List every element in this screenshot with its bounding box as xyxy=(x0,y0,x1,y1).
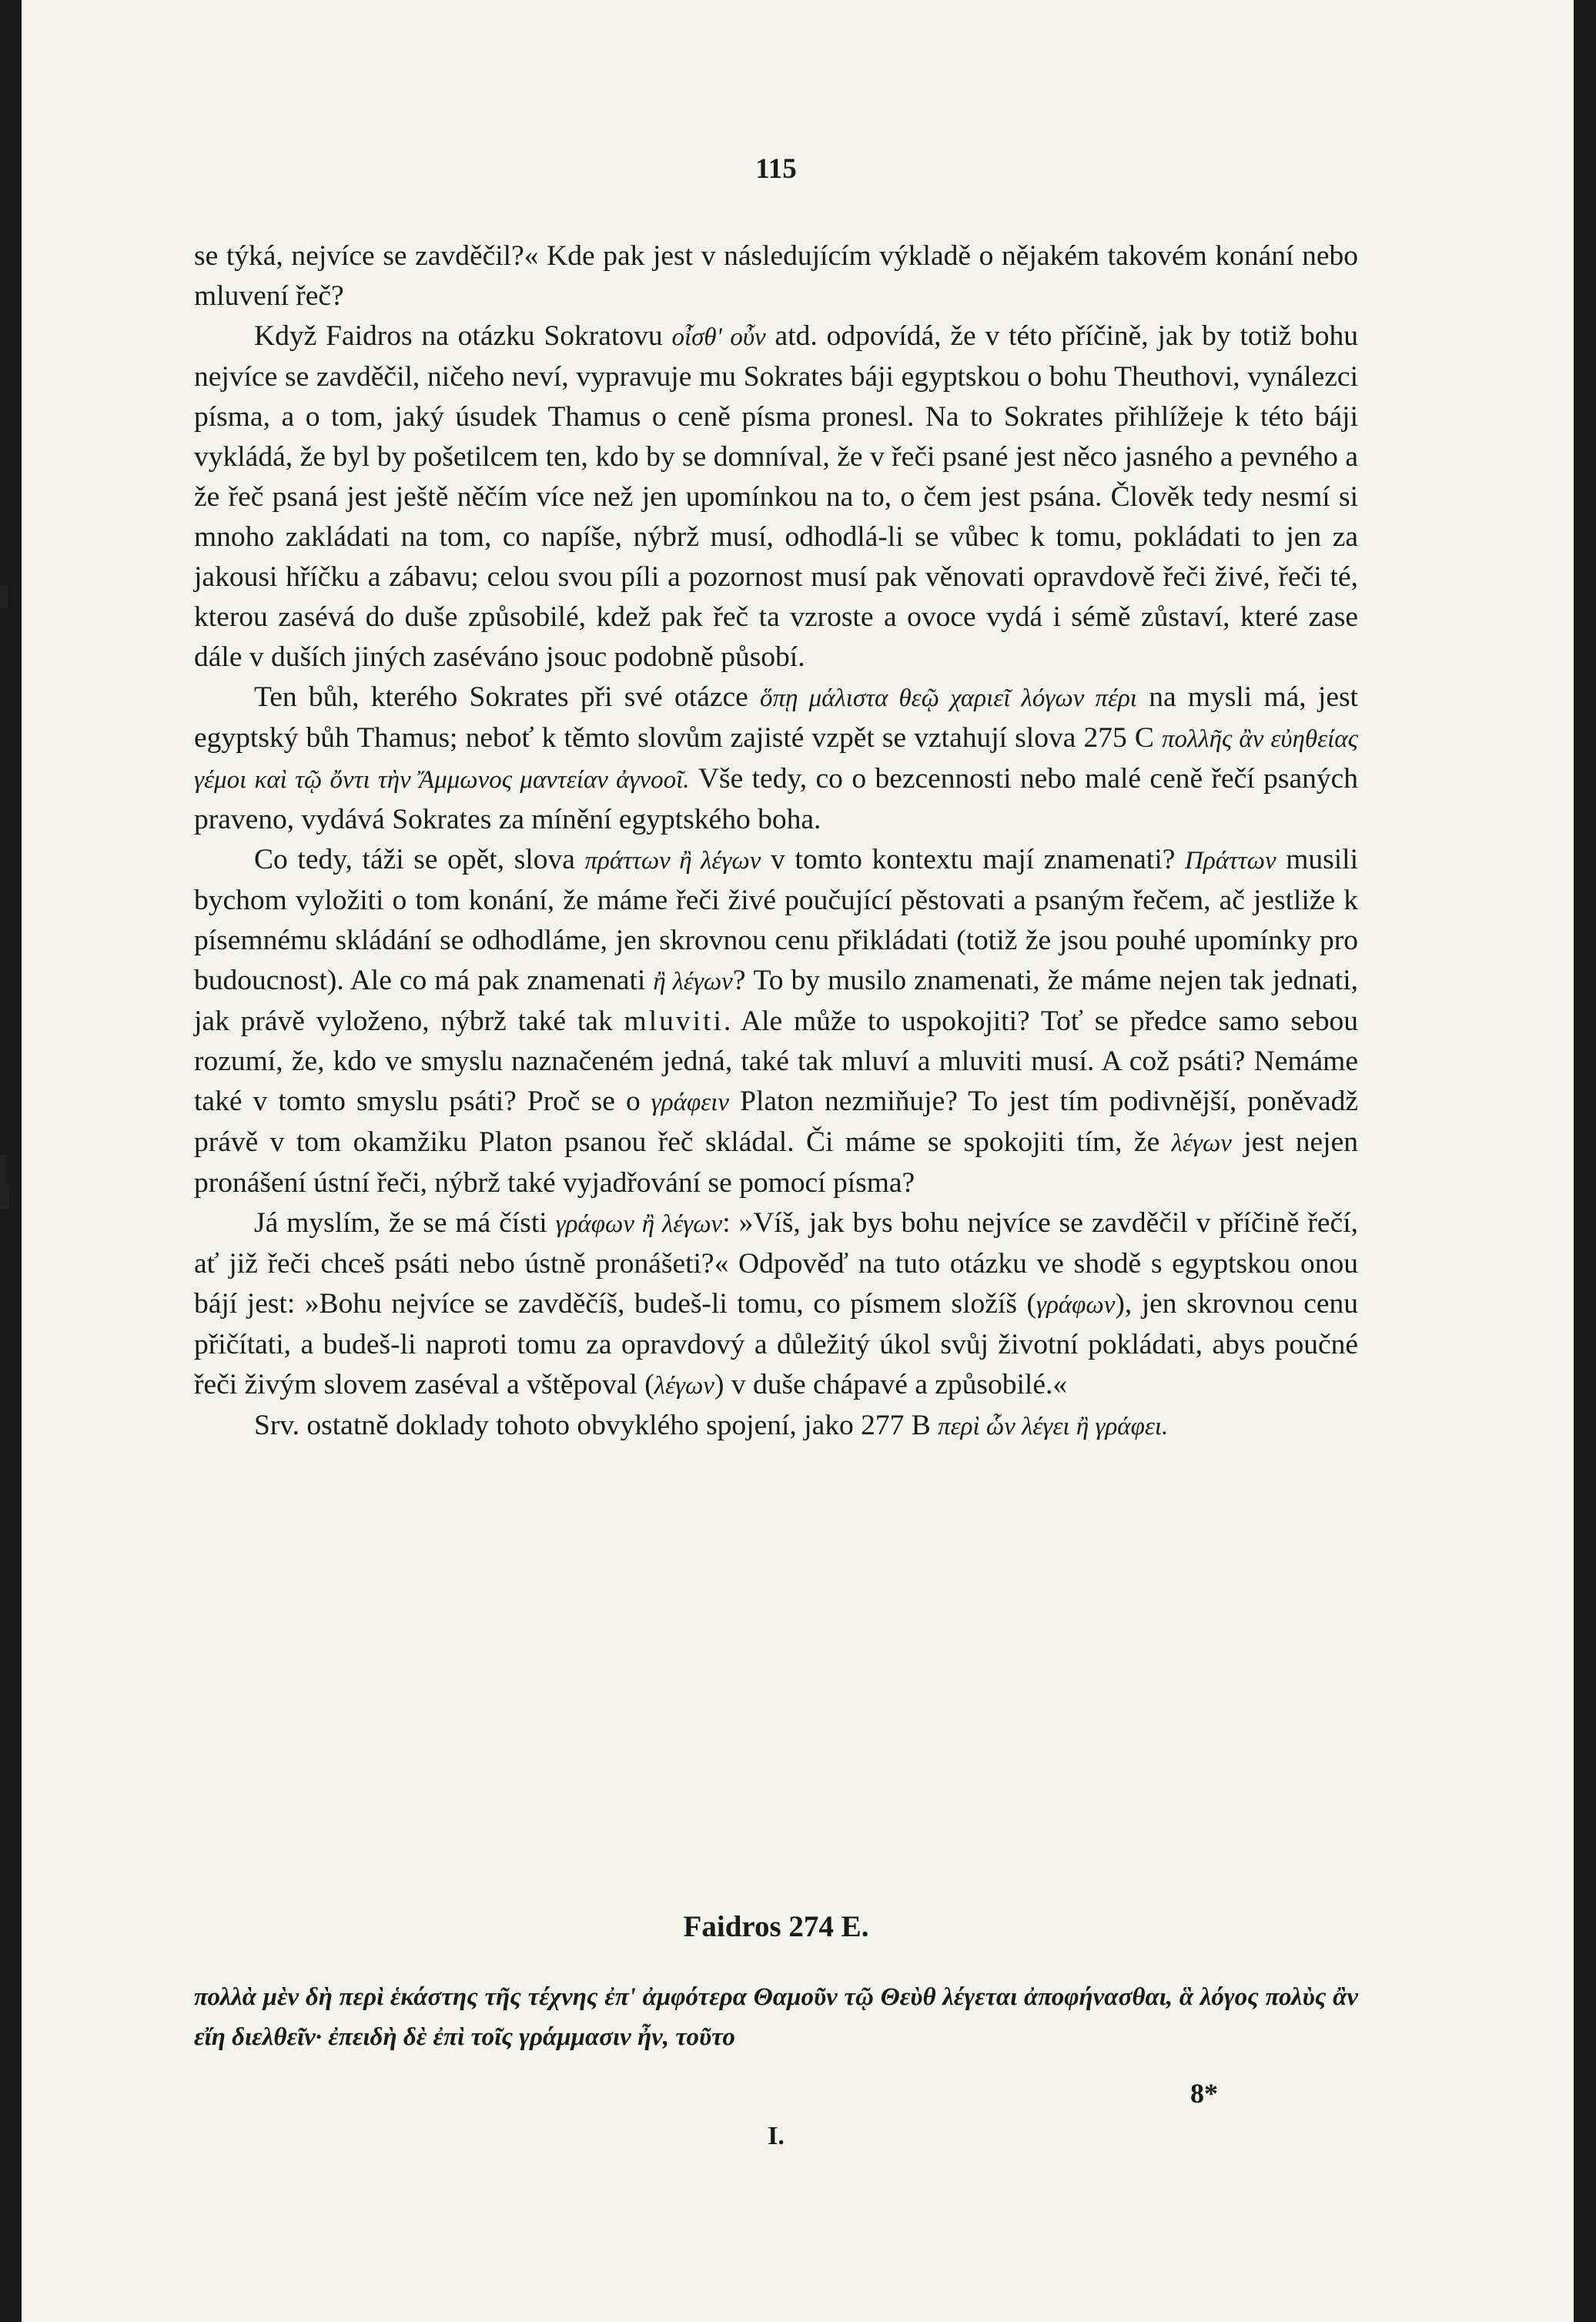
paragraph xyxy=(194,678,1358,840)
sheet-mark: 8* xyxy=(1190,2078,1218,2109)
page-number: 115 xyxy=(755,153,797,185)
paragraph xyxy=(194,236,1358,316)
book-page xyxy=(22,0,1574,2322)
text-run: Vše tedy, co o bezcennosti nebo malé ceně řečí psaných praveno, vydává Sokrates za mínění egyptského boha. xyxy=(194,763,1358,835)
emphasized-word: mluviti xyxy=(624,1005,724,1037)
text-run: musili bychom vyložiti o tom konání, že máme řeči živé poučující pěstovati a psaným řečem, ač jestliže k písemnému skládání se odhodláme, jen skrovnou cenu přikládati (totiž že jsou pouhé upomínky pro budoucnost). Ale co má pak znamenati xyxy=(194,844,1358,996)
greek-quote: γράφειν xyxy=(651,1089,730,1116)
text-run: atd. odpovídá, že v této příčině, jak by totiž bohu nejvíce se zavděčil, ničeho neví, vypravuje mu Sokrates báji egyptskou o bohu Theuthovi, vynálezci písma, a o tom, jaký úsudek Thamus o ceně písma pronesl. Na to Sokrates přihlížeje k této báji vykládá, že byl by pošetilcem ten, kdo by se domníval, že v řeči psané jest něco jasného a pevného a že řeč psaná jest ještě něčím více než jen upomínkou na to, o čem jest psána. Člověk tedy nesmí si mnoho zakládati na tom, co napíše, nýbrž musí, odhodlá-li se vůbec k tomu, pokládati to jen za jakousi hříčku a zábavu; celou svou píli a pozornost musí pak věnovati opravdově řeči živé, řeči té, kterou zasévá do duše způsobilé, kdež pak řeč ta vzroste a ovoce vydá i sémě zůstaví, které zase dále v duších jiných zaséváno jsouc podobně působí. xyxy=(194,320,1358,673)
signature-mark: I. xyxy=(768,2122,785,2150)
greek-quote: πράττων ἢ λέγων xyxy=(584,847,761,875)
text-run: Já myslím, že se má čísti xyxy=(254,1207,556,1239)
greek-passage: πολλὰ μὲν δὴ περὶ ἑκάστης τῆς τέχνης ἐπ' ἀμφότερα Θαμοῦν τῷ Θεὺθ λέγεται ἀποφήνασθαι, ἃ λόγος πολὺς ἂν εἴη διελθεῖν· ἐπειδὴ δὲ ἐπὶ τοῖς γράμμασιν ἦν, τοῦτο xyxy=(194,1983,1358,2051)
paragraph xyxy=(194,316,1358,678)
body-text xyxy=(194,236,1358,1447)
greek-quote: ἢ λέγων xyxy=(653,968,733,995)
text-run: Ten bůh, kterého Sokrates při své otázce xyxy=(254,681,761,713)
greek-quote: λέγων xyxy=(654,1372,714,1400)
greek-quote: γράφων xyxy=(1036,1291,1116,1319)
text-run: jest nejen pronášení ústní řeči, nýbrž také vyjadřování se pomocí písma? xyxy=(194,1126,1358,1199)
text-run: Platon nezmiňuje? To jest tím podivnější, poněvadž právě v tom okamžiku Platon psanou řeč skládal. Či máme se spokojiti tím, že xyxy=(194,1086,1358,1158)
text-run: se týká, nejvíce se zavděčil?« Kde pak jest v následujícím výkladě o nějakém takovém konání nebo mluvení řeč? xyxy=(194,240,1358,312)
text-run: . Ale může to uspokojiti? Toť se předce samo sebou rozumí, že, kdo ve smyslu naznačeném jedná, také tak mluví a mluviti musí. A což psáti? Nemáme také v tomto smyslu psáti? Proč se o xyxy=(194,1005,1358,1117)
text-run: : »Víš, jak bys bohu nejvíce se zavděčil v příčině řečí, ať již řeči chceš psáti nebo ústně pronášeti?« Odpověď na tuto otázku ve shodě s egyptskou onou bájí jest: »Bohu nejvíce se zavděčíš, budeš-li tomu, co písmem složíš ( xyxy=(194,1207,1358,1320)
text-run: Srv. ostatně doklady tohoto obvyklého spojení, jako 277 B xyxy=(254,1410,939,1441)
binding-edge-mark xyxy=(0,585,8,608)
paragraph xyxy=(194,1203,1358,1406)
paragraph xyxy=(194,840,1358,1203)
binding-edge-mark xyxy=(0,1186,9,1209)
text-run: Co tedy, táži se opět, slova xyxy=(254,844,585,875)
greek-quote: πολλῆς ἂν εὐηθείας γέμοι καὶ τῷ ὄντι τὴν Ἄμμωνος μαντείαν ἀγνοοῖ. xyxy=(194,725,1358,794)
greek-quote: λέγων xyxy=(1171,1129,1232,1157)
greek-quote: γράφων ἢ λέγων xyxy=(555,1210,723,1238)
text-run: Když Faidros na otázku Sokratovu xyxy=(254,320,672,352)
greek-quote: ὅπῃ μάλιστα θεῷ χαριεῖ λόγων πέρι xyxy=(760,684,1137,712)
text-run: v tomto kontextu mají znamenati? xyxy=(761,844,1186,875)
text-run: na mysli má, jest egyptský bůh Thamus; neboť k těmto slovům zajisté vzpět se vztahují slova 275 C xyxy=(194,681,1358,754)
paragraph xyxy=(194,1406,1358,1447)
section-title: Faidros 274 E. xyxy=(683,1910,869,1943)
text-run: ), jen skrovnou cenu přičítati, a budeš-li naproti tomu za opravdový a důležitý úkol svůj životní pokládati, abys poučné řeči živým slovem zaséval a vštěpoval ( xyxy=(194,1288,1359,1400)
greek-quote: Πράττων xyxy=(1185,847,1276,875)
greek-quote: περὶ ὧν λέγει ἢ γράφει. xyxy=(938,1413,1169,1440)
text-run: ) v duše chápavé a způsobilé.« xyxy=(714,1369,1068,1400)
greek-quote: οἶσθ' οὖν xyxy=(671,323,766,351)
text-run: ? To by musilo znamenati, že máme nejen tak jednati, jak právě vyloženo, nýbrž také tak xyxy=(194,965,1358,1037)
